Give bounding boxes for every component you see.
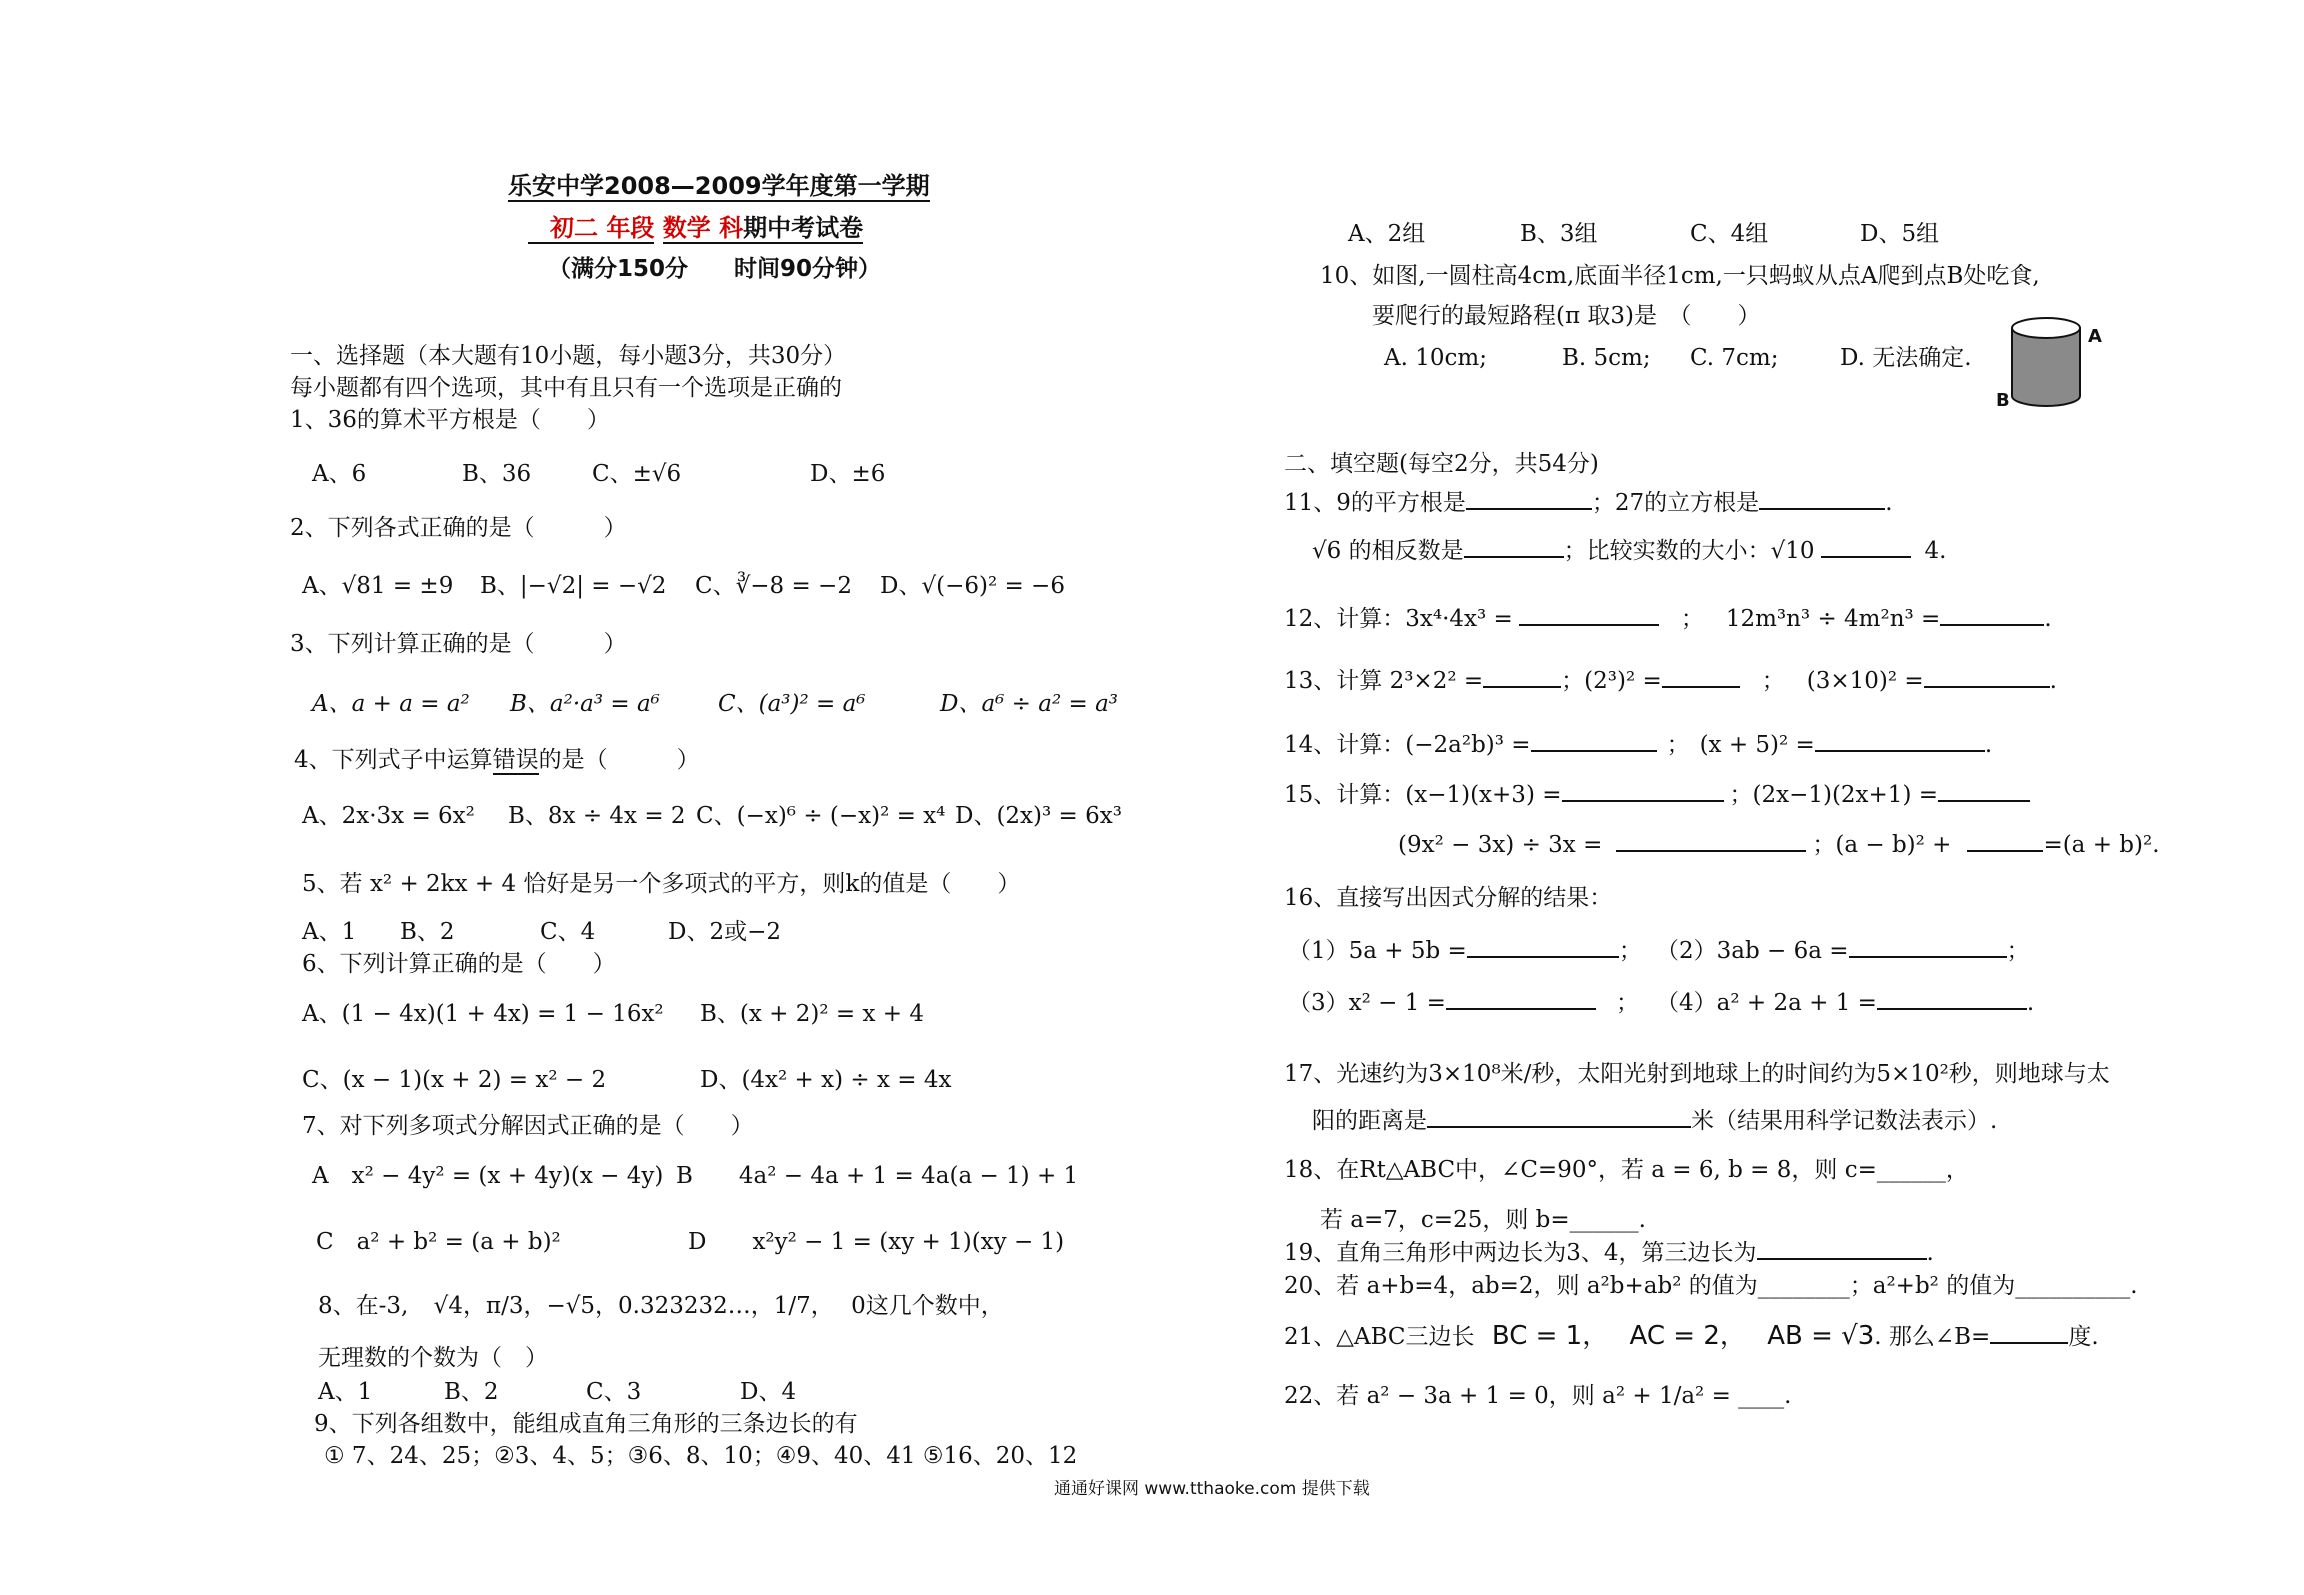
q15-blank-1[interactable]: [1562, 780, 1724, 802]
q16-blank-4[interactable]: [1877, 988, 2027, 1010]
q5-option-d: D、2或−2: [668, 919, 781, 945]
q7-stem: 7、对下列多项式分解因式正确的是（ ）: [302, 1113, 754, 1139]
q18-line2: 若 a=7，c=25，则 b=______.: [1320, 1207, 1646, 1233]
q5-option-b: B、2: [400, 919, 455, 945]
q13-blank-3[interactable]: [1924, 666, 2050, 688]
q21-text-b: . 那么∠B=: [1874, 1324, 1991, 1350]
q5-stem: 5、若 x² + 2kx + 4 恰好是另一个多项式的平方，则k的值是（ ）: [302, 871, 1021, 897]
subtitle-subject: 数学 科: [662, 214, 744, 242]
q7-option-c: C a² + b² = (a + b)²: [316, 1229, 561, 1255]
q13-blank-1[interactable]: [1483, 666, 1561, 688]
q10-option-a: A. 10cm;: [1384, 345, 1487, 371]
q16-blank-2[interactable]: [1849, 936, 2007, 958]
q15-blank-4[interactable]: [1967, 830, 2043, 852]
q9-option-d: D、5组: [1860, 221, 1940, 247]
q13-text-b: ；(2³)² =: [1561, 668, 1662, 694]
q8-line2: 无理数的个数为（ ）: [318, 1345, 548, 1371]
subtitle-rest: 期中考试卷: [743, 214, 864, 242]
q14-text-b: ；: [1666, 732, 1690, 758]
q16-semi-1: ；: [1618, 938, 1642, 964]
q6-option-d: D、(4x² + x) ÷ x = 4x: [700, 1067, 952, 1093]
section2-title: 二、填空题(每空2分，共54分): [1284, 451, 1599, 477]
q12-text-a: 12、计算：3x⁴·4x³ =: [1284, 606, 1513, 632]
q11-text-a: 11、9的平方根是: [1284, 490, 1466, 516]
q11-line1: [1284, 488, 1893, 517]
q15-blank-2[interactable]: [1938, 780, 2030, 802]
q11-text-c: √6 的相反数是: [1312, 538, 1464, 564]
q15-blank-3[interactable]: [1616, 830, 1806, 852]
subtitle-grade: 初二 年段: [528, 214, 654, 244]
q16-semi-3: ；: [1615, 990, 1639, 1016]
q21-blank[interactable]: [1990, 1322, 2068, 1344]
q16-blank-3[interactable]: [1446, 988, 1596, 1010]
q1-option-d: D、±6: [810, 461, 886, 487]
q21-line: [1284, 1322, 2099, 1351]
q11-blank-3[interactable]: [1464, 536, 1564, 558]
q4-option-d: D、(2x)³ = 6x³: [955, 803, 1122, 829]
q2-option-b: B、|−√2| = −√2: [480, 573, 667, 599]
q9-option-c: C、4组: [1690, 221, 1769, 247]
q7-option-d: D x²y² − 1 = (xy + 1)(xy − 1): [688, 1229, 1065, 1255]
q12-blank-2[interactable]: [1940, 604, 2044, 626]
q12-text-c: 12m³n³ ÷ 4m²n³ =: [1725, 606, 1941, 632]
q19-text: 19、直角三角形中两边长为3、4，第三边长为: [1284, 1240, 1757, 1266]
q16-part1: [1288, 936, 1642, 965]
exam-subtitle: [528, 214, 863, 242]
q21-ac: AC = 2，: [1629, 1321, 1746, 1351]
q7-option-a: A x² − 4y² = (x + 4y)(x − 4y): [312, 1163, 664, 1189]
q8-option-c: C、3: [586, 1379, 642, 1405]
q3-option-b: B、a²·a³ = a⁶: [510, 691, 660, 717]
q14-text-c: (x + 5)² =: [1699, 732, 1815, 758]
q12-end: .: [2044, 606, 2052, 632]
cylinder-label-a: A: [2088, 326, 2102, 347]
q11-end: .: [1885, 490, 1893, 516]
q9-option-b: B、3组: [1520, 221, 1598, 247]
q13-line: [1284, 666, 2057, 695]
q1-stem: 1、36的算术平方根是（ ）: [290, 407, 610, 433]
q6-option-b: B、(x + 2)² = x + 4: [700, 1001, 924, 1027]
q2-option-c: C、∛−8 = −2: [695, 573, 852, 599]
q19-line: [1284, 1238, 1934, 1267]
q19-end: .: [1926, 1240, 1934, 1266]
q21-end: 度.: [2068, 1324, 2099, 1350]
q10-stem: 10、如图,一圆柱高4cm,底面半径1cm,一只蚂蚁从点A爬到点B处吃食,: [1320, 263, 2040, 289]
q11-blank-2[interactable]: [1759, 488, 1885, 510]
q10-option-c: C. 7cm;: [1690, 345, 1779, 371]
q14-end: .: [1984, 732, 1993, 758]
q16-part4-text: （4）a² + 2a + 1 =: [1656, 990, 1877, 1016]
q8-stem-pre: 8、在-3,: [318, 1293, 409, 1319]
q12-text-b: ；: [1680, 606, 1704, 632]
q19-blank[interactable]: [1757, 1238, 1927, 1260]
q8-option-b: B、2: [444, 1379, 499, 1405]
q4-option-b: B、8x ÷ 4x = 2: [508, 803, 686, 829]
q12-blank-1[interactable]: [1519, 604, 1659, 626]
q14-blank-2[interactable]: [1815, 730, 1985, 752]
q15-text-a: 15、计算：(x−1)(x+3) =: [1284, 782, 1562, 808]
q8-option-d: D、4: [740, 1379, 797, 1405]
q11-line2: [1312, 536, 1947, 565]
q17-text-b: 米（结果用科学记数法表示）.: [1691, 1108, 1998, 1134]
q16-part3: [1288, 988, 1639, 1017]
q16-part2: [1656, 936, 2030, 965]
exam-meta: （满分150分 时间90分钟）: [548, 256, 882, 282]
q2-option-d: D、√(−6)² = −6: [880, 573, 1065, 599]
q4-stem-post: 的是（ ）: [538, 747, 700, 773]
q4-stem-error-word: 错误: [492, 747, 539, 773]
q17-blank[interactable]: [1427, 1106, 1691, 1128]
q14-text-a: 14、计算：(−2a²b)³ =: [1284, 732, 1531, 758]
q10-option-d: D. 无法确定.: [1840, 345, 1972, 371]
q11-blank-1[interactable]: [1466, 488, 1592, 510]
q16-part4: [1656, 988, 2034, 1017]
q13-text-a: 13、计算 2³×2² =: [1284, 668, 1484, 694]
exam-school-title: 乐安中学2008—2009学年度第一学期: [508, 172, 930, 200]
q15-line2: [1398, 830, 2160, 859]
q1-option-a: A、6: [312, 461, 367, 487]
q17-text-a: 阳的距离是: [1312, 1108, 1427, 1134]
q4-stem-pre: 4、下列式子中运算: [294, 747, 493, 773]
q21-text-a: 21、△ABC三边长: [1284, 1324, 1475, 1350]
footer-credit: 通通好课网 www.tthaoke.com 提供下载: [1054, 1479, 1370, 1499]
q2-stem: 2、下列各式正确的是（ ）: [290, 515, 627, 541]
q8-stem-items: √4，π/3，−√5，0.323232…，1/7，: [433, 1293, 834, 1319]
q17-line1: 17、光速约为3×10⁸米/秒，太阳光射到地球上的时间约为5×10²秒，则地球与太: [1284, 1061, 2110, 1087]
q10-line2: 要爬行的最短路程(π 取3)是 （ ）: [1372, 303, 1761, 329]
q11-end-2: 4.: [1924, 538, 1947, 564]
q3-option-a: A、a + a = a²: [312, 691, 470, 717]
section1-note: 每小题都有四个选项，其中有且只有一个选项是正确的: [290, 375, 842, 401]
q3-stem: 3、下列计算正确的是（ ）: [290, 631, 627, 657]
q9-items: ① 7、24、25；②3、4、5；③6、8、10；④9、40、41 ⑤16、20、12: [324, 1443, 1078, 1469]
q4-stem: [294, 746, 700, 774]
q16-part1-text: （1）5a + 5b =: [1288, 938, 1467, 964]
q16-part3-text: （3）x² − 1 =: [1288, 990, 1446, 1016]
q16-semi-2: ；: [2006, 938, 2030, 964]
q8-stem-post: 0这几个数中，: [851, 1293, 1004, 1319]
q12-line: [1284, 604, 2052, 633]
q6-option-c: C、(x − 1)(x + 2) = x² − 2: [302, 1067, 607, 1093]
q9-option-a: A、2组: [1348, 221, 1426, 247]
q18-line1: 18、在Rt△ABC中，∠C=90°，若 a = 6, b = 8，则 c=______，: [1284, 1157, 1969, 1183]
q10-option-b: B. 5cm;: [1562, 345, 1651, 371]
q1-option-c: C、±√6: [592, 461, 682, 487]
q13-blank-2[interactable]: [1662, 666, 1740, 688]
q14-blank-1[interactable]: [1531, 730, 1657, 752]
q1-option-b: B、36: [462, 461, 532, 487]
q17-line2: [1312, 1106, 1997, 1135]
q13-text-d: (3×10)² =: [1806, 668, 1924, 694]
q11-text-d: ；比较实数的大小：√10: [1563, 538, 1815, 564]
q15-text-e: =(a + b)².: [2043, 832, 2160, 858]
q14-line: [1284, 730, 1992, 759]
q16-end: .: [2026, 990, 2035, 1016]
q15-line1: [1284, 780, 2030, 809]
q6-stem: 6、下列计算正确的是（ ）: [302, 951, 616, 977]
q20-line: 20、若 a+b=4，ab=2，则 a²b+ab² 的值为________；a²+b² 的值为__________.: [1284, 1273, 2138, 1299]
q2-option-a: A、√81 = ±9: [302, 573, 454, 599]
q15-text-b: ；(2x−1)(2x+1) =: [1729, 782, 1938, 808]
q16-stem: 16、直接写出因式分解的结果：: [1284, 885, 1613, 911]
q15-text-c: (9x² − 3x) ÷ 3x =: [1398, 832, 1603, 858]
q8-stem: [318, 1292, 1004, 1320]
q4-option-c: C、(−x)⁶ ÷ (−x)² = x⁴: [696, 803, 946, 829]
cylinder-label-b: B: [1996, 390, 2010, 411]
q11-text-b: ；27的立方根是: [1591, 490, 1760, 516]
q21-ab: AB = √3: [1767, 1321, 1875, 1351]
q9-stem: 9、下列各组数中，能组成直角三角形的三条边长的有: [314, 1411, 858, 1437]
q3-option-c: C、(a³)² = a⁶: [718, 691, 866, 717]
q22-line: 22、若 a² − 3a + 1 = 0，则 a² + 1/a² = ____.: [1284, 1383, 1792, 1409]
q5-option-a: A、1: [302, 919, 357, 945]
q11-blank-4[interactable]: [1821, 536, 1911, 558]
q16-part2-text: （2）3ab − 6a =: [1656, 938, 1849, 964]
q8-option-a: A、1: [318, 1379, 373, 1405]
q7-option-b: B 4a² − 4a + 1 = 4a(a − 1) + 1: [676, 1163, 1079, 1189]
q13-text-c: ；: [1761, 668, 1785, 694]
q5-option-c: C、4: [540, 919, 596, 945]
q16-blank-1[interactable]: [1467, 936, 1619, 958]
q13-end: .: [2049, 668, 2057, 694]
q4-option-a: A、2x·3x = 6x²: [302, 803, 475, 829]
section1-title: 一、选择题（本大题有10小题，每小题3分，共30分）: [290, 343, 847, 369]
q21-bc: BC = 1，: [1491, 1321, 1609, 1351]
q6-option-a: A、(1 − 4x)(1 + 4x) = 1 − 16x²: [302, 1001, 664, 1027]
q15-text-d: ；(a − b)² +: [1812, 832, 1952, 858]
q3-option-d: D、a⁶ ÷ a² = a³: [940, 691, 1119, 717]
